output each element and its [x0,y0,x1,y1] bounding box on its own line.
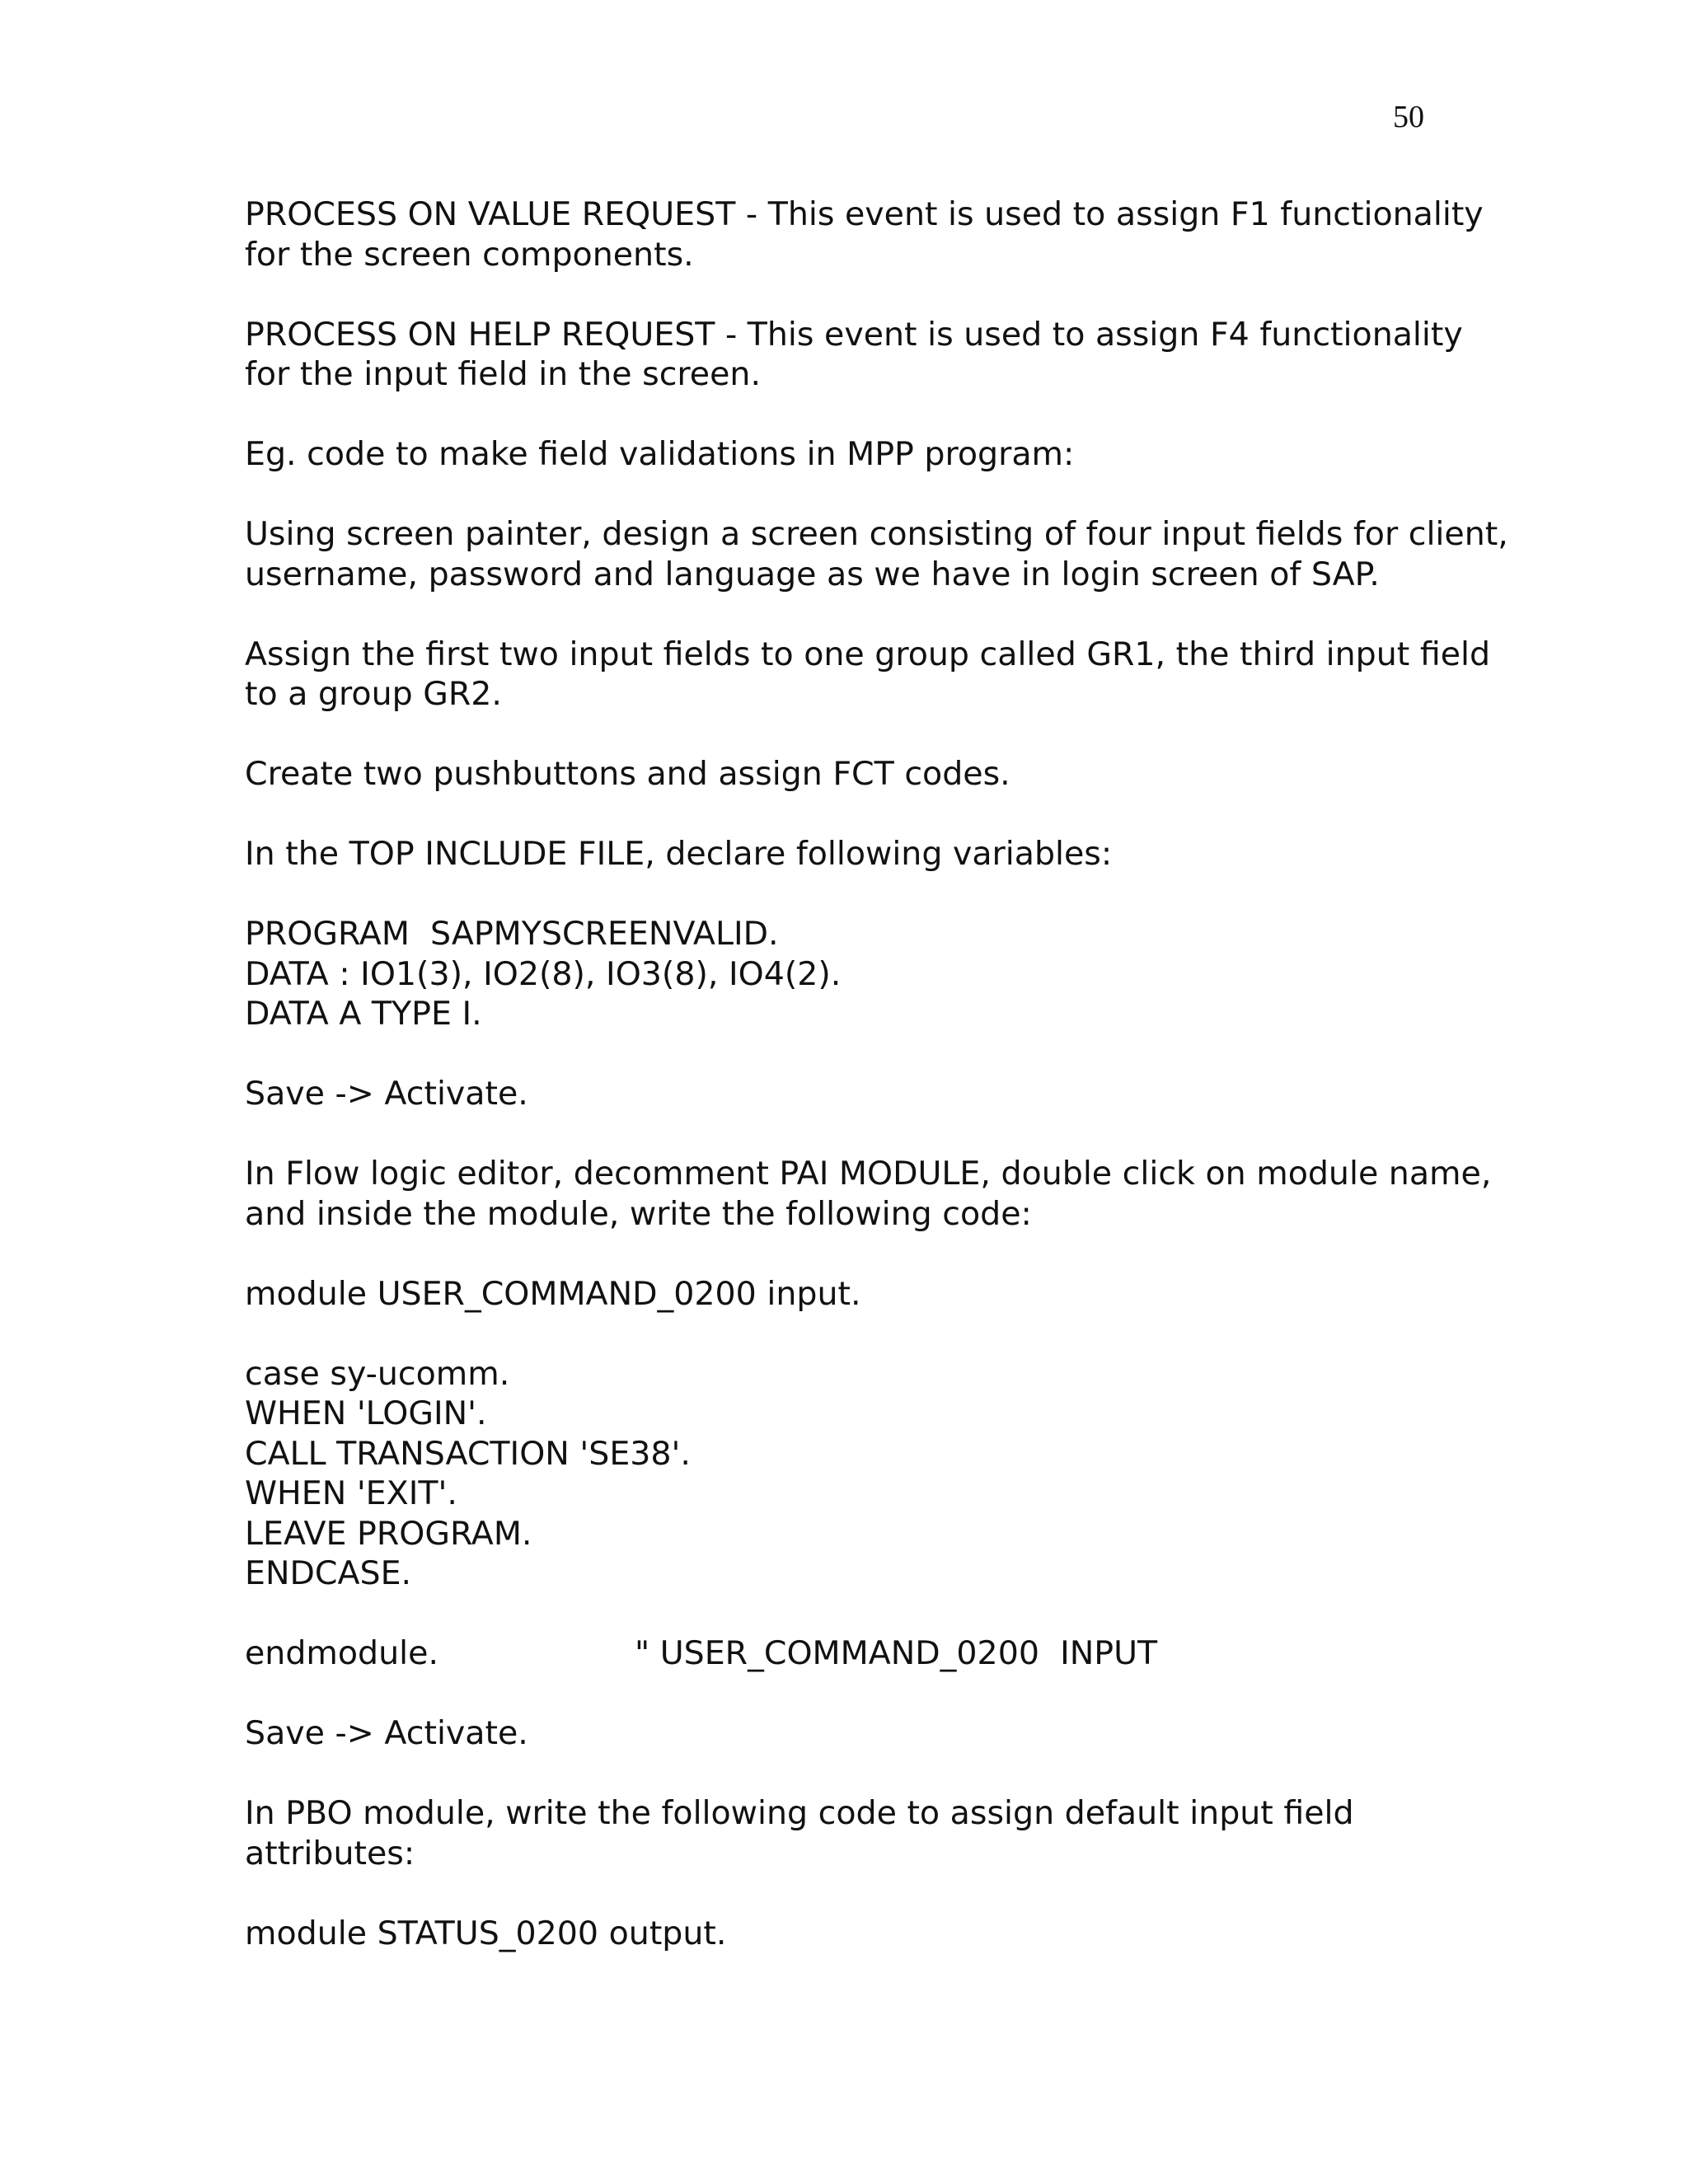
paragraph-process-on-help-request [245,315,1531,395]
text-line: for the input field in the screen. [245,355,762,393]
paragraph-screen-painter [245,514,1531,594]
paragraph-save-activate [245,1074,1531,1114]
code-line: DATA A TYPE I. [245,995,482,1033]
code-keyword: endmodule. [245,1634,438,1672]
code-line: case sy-ucomm. [245,1354,510,1393]
page-number: 50 [1393,100,1424,134]
paragraph-top-include [245,834,1531,874]
text-line: Using screen painter, design a screen consisting of four input fields for client, [245,515,1508,553]
paragraph-pbo-module [245,1793,1531,1873]
text-line: In Flow logic editor, decomment PAI MODULE, double click on module name, [245,1155,1492,1193]
text-line: for the screen components. [245,235,694,274]
code-module-status [245,1914,1531,1954]
paragraph-flow-logic [245,1154,1531,1234]
text-line: Assign the first two input fields to one group called GR1, the third input field [245,635,1491,673]
text-line: attributes: [245,1834,415,1872]
document-body [245,194,1531,1953]
code-line: module USER_COMMAND_0200 input. [245,1274,861,1313]
code-case-block [245,1354,1531,1594]
code-line: ENDCASE. [245,1554,412,1592]
paragraph-save-activate-2 [245,1713,1531,1754]
code-comment: " USER_COMMAND_0200 INPUT [635,1634,1158,1672]
code-line: DATA : IO1(3), IO2(8), IO3(8), IO4(2). [245,954,842,993]
paragraph-example-intro [245,434,1531,475]
code-endmodule [245,1633,1531,1674]
text-line: In the TOP INCLUDE FILE, declare following variables: [245,835,1113,873]
text-line: Save -> Activate. [245,1714,528,1752]
text-line: to a group GR2. [245,675,502,713]
code-module-user-command [245,1274,1531,1315]
paragraph-pushbuttons [245,754,1531,794]
code-line: PROGRAM SAPMYSCREENVALID. [245,915,779,953]
text-line: Save -> Activate. [245,1075,528,1113]
code-line: WHEN 'EXIT'. [245,1474,457,1512]
code-line: CALL TRANSACTION 'SE38'. [245,1434,691,1473]
text-line: Eg. code to make field validations in MPP program: [245,435,1075,473]
code-line: module STATUS_0200 output. [245,1914,727,1952]
paragraph-process-on-value-request [245,194,1531,274]
paragraph-assign-groups [245,635,1531,715]
text-line: username, password and language as we have in login screen of SAP. [245,555,1380,593]
text-line: and inside the module, write the following code: [245,1194,1032,1233]
code-declarations [245,914,1531,1034]
code-line: LEAVE PROGRAM. [245,1514,532,1553]
text-line: Create two pushbuttons and assign FCT codes. [245,755,1010,793]
text-line: PROCESS ON HELP REQUEST - This event is used to assign F4 functionality [245,315,1463,354]
text-line: In PBO module, write the following code to assign default input field [245,1794,1354,1832]
code-line: WHEN 'LOGIN'. [245,1394,487,1432]
text-line: PROCESS ON VALUE REQUEST - This event is used to assign F1 functionality [245,195,1484,233]
